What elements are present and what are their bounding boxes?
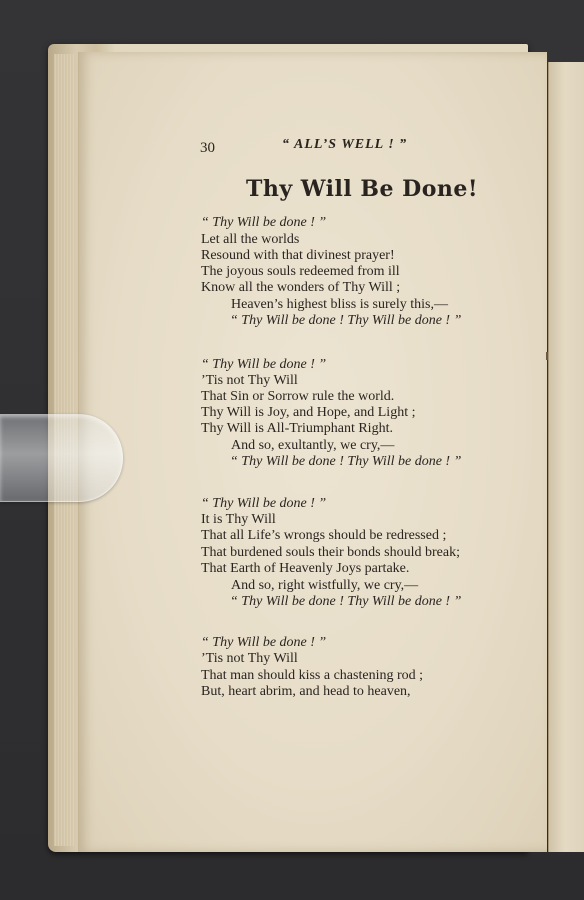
stanza-3-line-3: That all Life’s wrongs should be redressed ; xyxy=(201,528,447,543)
stanza-1-line-6: Heaven’s highest bliss is surely this,— xyxy=(231,297,448,312)
poem-title: Thy Will Be Done! xyxy=(246,176,479,202)
stanza-4-line-2: ’Tis not Thy Will xyxy=(201,651,298,666)
stanza-2-line-4: Thy Will is Joy, and Hope, and Light ; xyxy=(201,405,416,420)
stanza-1-line-2: Let all the worlds xyxy=(201,232,300,247)
stanza-1-refrain: “ Thy Will be done ! Thy Will be done ! ” xyxy=(230,313,462,328)
stanza-3-line-6: And so, right wistfully, we cry,— xyxy=(231,578,419,593)
stanza-4-line-4: But, heart abrim, and head to heaven, xyxy=(201,684,411,699)
stanza-1-line-4: The joyous souls redeemed from ill xyxy=(201,264,400,279)
stanza-2-line-6: And so, exultantly, we cry,— xyxy=(231,438,395,453)
page-number: 30 xyxy=(200,140,215,156)
stanza-3-line-2: It is Thy Will xyxy=(201,512,276,527)
stanza-2-line-3: That Sin or Sorrow rule the world. xyxy=(201,389,395,404)
stanza-4-line-3: That man should kiss a chastening rod ; xyxy=(201,668,424,683)
stanza-4-line-1: “ Thy Will be done ! ” xyxy=(201,635,327,650)
stanza-2-line-5: Thy Will is All-Triumphant Right. xyxy=(201,421,393,436)
stanza-2-line-2: ’Tis not Thy Will xyxy=(201,373,298,388)
stanza-3-refrain: “ Thy Will be done ! Thy Will be done ! ” xyxy=(230,594,462,609)
stanza-2-refrain: “ Thy Will be done ! Thy Will be done ! ” xyxy=(230,454,462,469)
stanza-3-line-4: That burdened souls their bonds should break; xyxy=(201,545,460,560)
running-head: “ ALL’S WELL ! ” xyxy=(282,137,408,152)
facing-page-edge xyxy=(548,62,584,852)
stanza-1-line-1: “ Thy Will be done ! ” xyxy=(201,215,327,230)
stanza-3-line-5: That Earth of Heavenly Joys partake. xyxy=(201,561,410,576)
stanza-1-line-5: Know all the wonders of Thy Will ; xyxy=(201,280,401,295)
stanza-1-line-3: Resound with that divinest prayer! xyxy=(201,248,395,263)
stanza-3-line-1: “ Thy Will be done ! ” xyxy=(201,496,327,511)
stanza-2-line-1: “ Thy Will be done ! ” xyxy=(201,357,327,372)
margin-mark xyxy=(546,352,548,360)
page-clip xyxy=(0,414,123,502)
